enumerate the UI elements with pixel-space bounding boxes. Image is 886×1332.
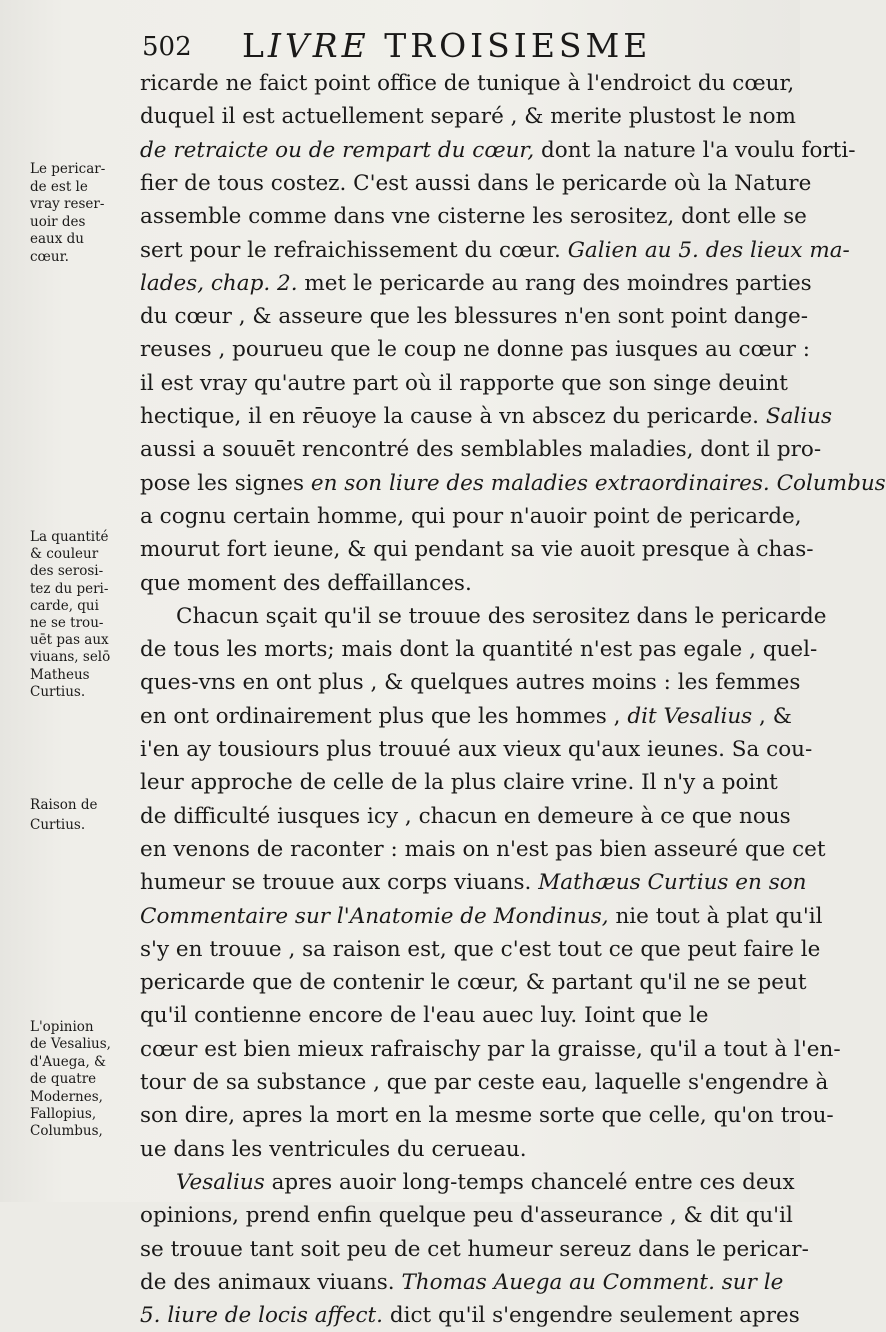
text-segment: duquel il est actuellement separé , & merite plustost le nom (140, 104, 796, 130)
text-line (140, 1033, 841, 1066)
text-line (140, 467, 886, 500)
text-line (140, 1133, 527, 1166)
text-segment: il est vray qu'autre part où il rapporte que son singe deuint (140, 370, 788, 396)
margin-note-line: de quatre (30, 1071, 97, 1088)
margin-note-line: Modernes, (30, 1088, 103, 1105)
text-line (140, 933, 820, 966)
text-line (140, 167, 811, 200)
margin-note-line: Curtius. (30, 683, 86, 700)
text-segment: i'en ay tousiours plus trouué aux vieux qu'aux ieunes. Sa cou- (140, 737, 813, 762)
text-segment: opinions, prend enfin quelque peu d'asseurance , & dit qu'il (140, 1203, 793, 1229)
margin-note-line: Matheus (30, 666, 90, 683)
text-segment: ques-vns en ont plus , & quelques autres moins : les femmes (140, 670, 801, 696)
text-line (140, 500, 802, 533)
text-segment: sert pour le refraichissement du cœur. (140, 237, 568, 263)
text-line (140, 567, 472, 600)
text-segment: ricarde ne faict point office de tunique à l'endroict du cœur, (140, 71, 795, 96)
text-segment: 5. liure de locis affect. (140, 1303, 383, 1329)
text-segment: dit Vesalius (627, 703, 753, 729)
text-line (140, 333, 810, 366)
text-line (140, 433, 821, 466)
text-segment: pose les signes (140, 470, 311, 496)
text-line (140, 533, 814, 566)
text-segment: du cœur , & asseure que les blessures n'en sont point dange- (140, 304, 808, 330)
margin-note-line: La quantité (30, 529, 109, 545)
text-segment: met le pericarde au rang des moindres parties (297, 270, 812, 296)
text-line (140, 300, 808, 333)
text-line (140, 1266, 783, 1299)
text-line (140, 866, 807, 899)
text-segment: dict qu'il s'engendre seulement apres (383, 1303, 800, 1329)
text-segment: de difficulté iusques icy , chacun en demeure à ce que nous (140, 803, 791, 829)
text-segment: cœur est bien mieux rafraischy par la graisse, qu'il a tout à l'en- (140, 1036, 841, 1062)
text-line (140, 900, 823, 933)
text-segment: a cognu certain homme, qui pour n'auoir point de pericarde, (140, 503, 802, 529)
text-segment: Chacun sçait qu'il se trouue des serositez dans le pericarde (176, 603, 827, 629)
running-title-initial: L (242, 26, 268, 65)
margin-note-line: Columbus, (30, 1123, 103, 1140)
text-segment: Salius (765, 404, 833, 429)
text-segment: s'y en trouue , sa raison est, que c'est tout ce que peut faire le (140, 936, 821, 962)
text-segment: , & (752, 703, 792, 729)
text-segment: de des animaux viuans. (140, 1269, 402, 1295)
margin-note-line: & couleur (30, 546, 99, 563)
text-line (140, 67, 794, 100)
text-line (140, 1199, 793, 1232)
text-segment: Mathæus Curtius en son (538, 870, 807, 896)
text-segment: lades, chap. 2. (140, 270, 298, 296)
margin-note-line: uoir des (30, 213, 86, 230)
text-line (140, 367, 788, 400)
text-line (140, 999, 709, 1032)
margin-note-line: de Vesalius, (30, 1036, 111, 1053)
text-segment: dont la nature l'a voulu forti- (534, 137, 856, 163)
text-line (140, 400, 832, 433)
text-segment: leur approche de celle de la plus claire vrine. Il n'y a point (140, 770, 778, 796)
running-title-italic: IVRE (267, 26, 370, 65)
text-segment: Galien au 5. des lieux ma- (567, 237, 850, 263)
text-segment: Commentaire sur l'Anatomie de Mondinus, (140, 903, 609, 929)
text-line (140, 766, 778, 799)
text-segment: en ont ordinairement plus que les hommes , (140, 703, 628, 729)
text-line (176, 1166, 795, 1199)
text-segment: de tous les morts; mais dont la quantité n'est pas egale , quel- (140, 637, 818, 663)
text-segment: hectique, il en rēuoye la cause à vn abscez du pericarde. (140, 404, 766, 429)
margin-note-line: Raison de (30, 797, 98, 813)
text-segment: qu'il contienne encore de l'eau auec luy. Ioint que le (140, 1003, 709, 1029)
margin-note-line: Fallopius, (30, 1106, 97, 1122)
margin-note-line: carde, qui (30, 597, 99, 614)
text-segment: nie tout à plat qu'il (608, 903, 823, 929)
text-line (140, 800, 791, 833)
text-line (140, 134, 855, 167)
text-segment: Vesalius (176, 1169, 265, 1195)
page-header (142, 22, 792, 72)
text-line (140, 1066, 828, 1099)
margin-note-line: d'Auega, & (30, 1053, 107, 1070)
text-line (140, 200, 807, 233)
margin-note-line: Curtius. (30, 817, 86, 833)
margin-note-line: uēt pas aux (30, 632, 109, 649)
text-segment: son dire, apres la mort en la mesme sorte que celle, qu'on trou- (140, 1103, 834, 1129)
text-line (140, 234, 850, 267)
page-number: 502 (142, 32, 192, 62)
text-segment: pericarde que de contenir le cœur, & partant qu'il ne se peut (140, 970, 807, 996)
running-title-rest: TROISIESME (369, 26, 652, 65)
text-line (140, 966, 806, 999)
text-line (140, 700, 792, 733)
text-segment: reuses , pourueu que le coup ne donne pas iusques au cœur : (140, 337, 811, 363)
margin-note-line: ne se trou- (30, 615, 104, 631)
text-segment: Thomas Auega au Comment. sur le (401, 1269, 784, 1295)
text-segment: apres auoir long-temps chancelé entre ces deux (264, 1169, 795, 1195)
text-line (176, 600, 827, 633)
margin-note-line: viuans, selō (30, 649, 111, 666)
margin-note-line: des serosi- (30, 563, 104, 580)
text-line (140, 1099, 834, 1132)
text-segment: tour de sa substance , que par ceste eau, laquelle s'engendre à (140, 1070, 829, 1095)
margin-note-line: L'opinion (30, 1019, 94, 1035)
text-line (140, 666, 800, 699)
text-line (140, 100, 796, 133)
margin-note-line: eaux du (30, 231, 84, 247)
text-segment: fier de tous costez. C'est aussi dans le pericarde où la Nature (140, 170, 812, 196)
margin-note-line: cœur. (30, 248, 69, 265)
text-line (140, 1233, 809, 1266)
text-line (140, 633, 817, 666)
text-segment: ue dans les ventricules du cerueau. (140, 1136, 527, 1162)
text-segment: humeur se trouue aux corps viuans. (140, 870, 539, 896)
text-segment: en venons de raconter : mais on n'est pas bien asseuré que cet (140, 836, 826, 862)
text-segment: mourut fort ieune, & qui pendant sa vie auoit presque à chas- (140, 537, 814, 563)
text-segment: aussi a souuēt rencontré des semblables maladies, dont il pro- (140, 437, 822, 463)
text-line (140, 267, 812, 300)
text-line (140, 833, 826, 866)
text-line (140, 1299, 800, 1332)
text-segment: assemble comme dans vne cisterne les serositez, dont elle se (140, 204, 807, 230)
margin-note-line: tez du peri- (30, 580, 109, 597)
text-segment: que moment des deffaillances. (140, 570, 472, 596)
text-segment: se trouue tant soit peu de cet humeur sereuz dans le pericar- (140, 1236, 809, 1262)
margin-note-line: vray reser- (30, 196, 105, 212)
margin-note-line: de est le (30, 178, 88, 195)
text-segment: de retraicte ou de rempart du cœur, (140, 137, 535, 163)
text-line (140, 733, 812, 766)
running-title (242, 26, 651, 65)
margin-note-line: Le pericar- (30, 161, 106, 177)
text-segment: en son liure des maladies extraordinaires. Columbus (310, 470, 886, 496)
